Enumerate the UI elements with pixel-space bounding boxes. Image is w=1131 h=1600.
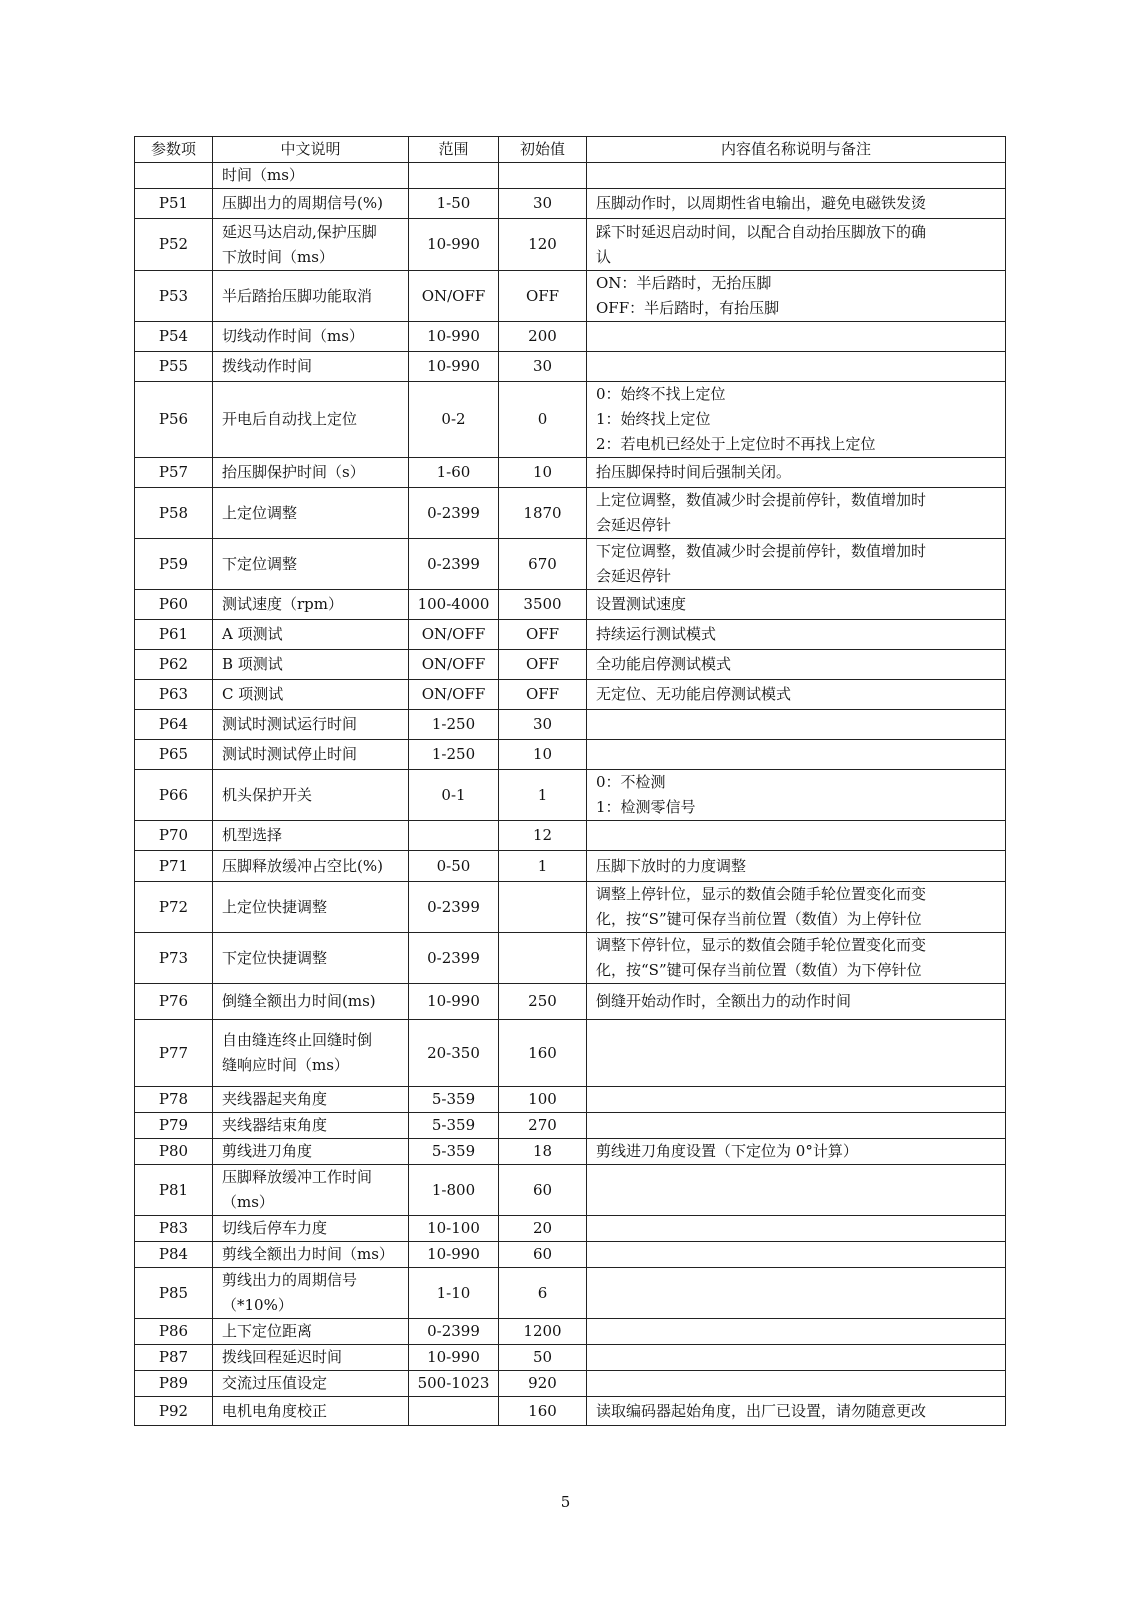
notes-cell <box>587 488 1006 539</box>
description-cell <box>213 1113 409 1139</box>
range-cell: 10-990 <box>409 1345 499 1371</box>
table-row <box>135 1139 1006 1165</box>
table-row <box>135 851 1006 882</box>
param-code-cell: P85 <box>135 1268 213 1319</box>
description-line: 剪线全额出力时间（ms） <box>222 1245 394 1263</box>
range-cell: 0-2399 <box>409 882 499 933</box>
table-body <box>135 163 1006 1426</box>
note-line: 无定位、无功能启停测试模式 <box>596 685 792 703</box>
param-code-cell: P51 <box>135 189 213 219</box>
note-line: 剪线进刀角度设置（下定位为 0°计算） <box>596 1142 858 1160</box>
note-line: 压脚下放时的力度调整 <box>596 856 747 875</box>
description-cell <box>213 1397 409 1426</box>
table-row <box>135 1216 1006 1242</box>
param-code-cell: P55 <box>135 352 213 382</box>
note-line: 倒缝开始动作时，全额出力的动作时间 <box>596 992 852 1010</box>
param-code-cell: P54 <box>135 322 213 352</box>
range-cell: 1-50 <box>409 189 499 219</box>
notes-cell <box>587 1242 1006 1268</box>
range-cell: 10-990 <box>409 322 499 352</box>
description-cell <box>213 163 409 189</box>
param-code-cell: P60 <box>135 590 213 620</box>
notes-cell <box>587 1319 1006 1345</box>
description-line: 机型选择 <box>222 826 283 844</box>
initial-value-cell: 10 <box>499 740 587 770</box>
initial-value-cell: 6 <box>499 1268 587 1319</box>
table-row <box>135 163 1006 189</box>
note-line: 下定位调整，数值减少时会提前停针，数值增加时 <box>596 542 927 560</box>
param-code-cell: P81 <box>135 1165 213 1216</box>
range-cell: 10-990 <box>409 352 499 382</box>
description-line: 压脚释放缓冲工作时间 <box>222 1168 373 1186</box>
range-cell: ON/OFF <box>409 271 499 322</box>
table-row <box>135 770 1006 821</box>
initial-value-cell: OFF <box>499 650 587 680</box>
notes-cell <box>587 382 1006 458</box>
table-row <box>135 882 1006 933</box>
range-cell: 10-990 <box>409 984 499 1020</box>
initial-value-cell: 18 <box>499 1139 587 1165</box>
table-row <box>135 458 1006 488</box>
notes-cell <box>587 1020 1006 1087</box>
description-cell <box>213 1139 409 1165</box>
range-cell: 0-1 <box>409 770 499 821</box>
initial-value-cell: OFF <box>499 271 587 322</box>
table-row <box>135 382 1006 458</box>
initial-value-cell: 120 <box>499 219 587 271</box>
param-code-cell: P63 <box>135 680 213 710</box>
range-cell: ON/OFF <box>409 620 499 650</box>
description-cell <box>213 933 409 984</box>
initial-value-cell: 1 <box>499 851 587 882</box>
description-line: 缝响应时间（ms） <box>222 1056 349 1074</box>
description-line: 拨线动作时间 <box>222 357 313 375</box>
initial-value-cell: 60 <box>499 1242 587 1268</box>
notes-cell <box>587 1113 1006 1139</box>
notes-cell <box>587 1165 1006 1216</box>
description-line: （*10%） <box>222 1296 293 1314</box>
range-cell: ON/OFF <box>409 650 499 680</box>
initial-value-cell: 270 <box>499 1113 587 1139</box>
notes-cell <box>587 620 1006 650</box>
initial-value-cell: OFF <box>499 620 587 650</box>
description-cell <box>213 1319 409 1345</box>
range-cell: 5-359 <box>409 1139 499 1165</box>
table-row <box>135 1020 1006 1087</box>
range-cell: 10-990 <box>409 1242 499 1268</box>
page-number: 5 <box>560 1493 571 1511</box>
notes-cell <box>587 1139 1006 1165</box>
note-line: 抬压脚保持时间后强制关闭。 <box>596 463 792 481</box>
notes-cell <box>587 352 1006 382</box>
notes-cell <box>587 740 1006 770</box>
range-cell: 0-2399 <box>409 539 499 590</box>
initial-value-cell: 160 <box>499 1397 587 1426</box>
description-cell <box>213 1268 409 1319</box>
param-code-cell: P61 <box>135 620 213 650</box>
note-line: 压脚动作时，以周期性省电输出，避免电磁铁发烫 <box>596 194 927 212</box>
note-line: 持续运行测试模式 <box>596 625 717 643</box>
param-code-cell: P89 <box>135 1371 213 1397</box>
notes-cell <box>587 458 1006 488</box>
description-cell <box>213 851 409 882</box>
param-code-cell: P73 <box>135 933 213 984</box>
notes-cell <box>587 322 1006 352</box>
initial-value-cell: 30 <box>499 189 587 219</box>
table-row <box>135 219 1006 271</box>
param-code-cell: P53 <box>135 271 213 322</box>
notes-cell <box>587 1371 1006 1397</box>
description-line: 交流过压值设定 <box>222 1374 328 1392</box>
initial-value-cell: OFF <box>499 680 587 710</box>
notes-cell <box>587 984 1006 1020</box>
range-cell: 0-50 <box>409 851 499 882</box>
initial-value-cell: 3500 <box>499 590 587 620</box>
note-line: OFF：半后踏时，有抬压脚 <box>596 299 780 317</box>
param-code-cell: P52 <box>135 219 213 271</box>
range-cell <box>409 163 499 189</box>
note-line: 全功能启停测试模式 <box>596 655 732 673</box>
range-cell: 0-2399 <box>409 933 499 984</box>
header-initial-value: 初始值 <box>499 137 587 163</box>
initial-value-cell: 30 <box>499 710 587 740</box>
description-cell <box>213 458 409 488</box>
note-line: 调整下停针位，显示的数值会随手轮位置变化而变 <box>596 936 927 954</box>
description-line: 上定位快捷调整 <box>222 897 328 916</box>
description-cell <box>213 382 409 458</box>
description-line: 上下定位距离 <box>222 1322 313 1340</box>
description-line: 夹线器起夹角度 <box>222 1090 328 1108</box>
description-line: 开电后自动找上定位 <box>222 410 358 428</box>
description-cell <box>213 1345 409 1371</box>
table-header-row <box>135 137 1006 163</box>
notes-cell <box>587 933 1006 984</box>
param-code-cell: P65 <box>135 740 213 770</box>
description-line: 切线动作时间（ms） <box>222 327 364 345</box>
range-cell: 20-350 <box>409 1020 499 1087</box>
description-line: A 项测试 <box>222 625 283 643</box>
notes-cell <box>587 1087 1006 1113</box>
table-row <box>135 984 1006 1020</box>
range-cell <box>409 821 499 851</box>
param-code-cell: P70 <box>135 821 213 851</box>
note-line: 设置测试速度 <box>596 595 687 613</box>
description-line: 测试时测试运行时间 <box>222 715 358 733</box>
description-cell <box>213 539 409 590</box>
param-code-cell: P64 <box>135 710 213 740</box>
description-line: 压脚释放缓冲占空比(%) <box>222 856 383 875</box>
initial-value-cell: 1870 <box>499 488 587 539</box>
initial-value-cell: 30 <box>499 352 587 382</box>
description-cell <box>213 488 409 539</box>
table-row <box>135 590 1006 620</box>
param-code-cell: P84 <box>135 1242 213 1268</box>
param-code-cell: P58 <box>135 488 213 539</box>
table-row <box>135 322 1006 352</box>
description-cell <box>213 620 409 650</box>
description-cell <box>213 1087 409 1113</box>
notes-cell <box>587 710 1006 740</box>
description-cell <box>213 322 409 352</box>
param-code-cell: P56 <box>135 382 213 458</box>
param-code-cell: P86 <box>135 1319 213 1345</box>
param-code-cell: P79 <box>135 1113 213 1139</box>
range-cell: ON/OFF <box>409 680 499 710</box>
param-code-cell: P62 <box>135 650 213 680</box>
range-cell: 0-2399 <box>409 488 499 539</box>
notes-cell <box>587 851 1006 882</box>
param-code-cell <box>135 163 213 189</box>
note-line: 1：始终找上定位 <box>596 410 711 428</box>
description-line: 下定位快捷调整 <box>222 948 328 967</box>
description-cell <box>213 740 409 770</box>
description-line: C 项测试 <box>222 685 284 703</box>
initial-value-cell: 200 <box>499 322 587 352</box>
table-row <box>135 1319 1006 1345</box>
description-cell <box>213 680 409 710</box>
description-cell <box>213 770 409 821</box>
description-cell <box>213 189 409 219</box>
table-row <box>135 1397 1006 1426</box>
initial-value-cell: 920 <box>499 1371 587 1397</box>
range-cell: 1-250 <box>409 740 499 770</box>
description-cell <box>213 1216 409 1242</box>
header-param-code: 参数项 <box>135 137 213 163</box>
note-line: 0：不检测 <box>596 773 666 791</box>
description-line: 压脚出力的周期信号(%) <box>222 194 383 212</box>
notes-cell <box>587 882 1006 933</box>
table-row <box>135 488 1006 539</box>
description-cell <box>213 984 409 1020</box>
note-line: 1：检测零信号 <box>596 798 696 816</box>
initial-value-cell: 1 <box>499 770 587 821</box>
param-code-cell: P71 <box>135 851 213 882</box>
initial-value-cell <box>499 933 587 984</box>
notes-cell <box>587 1397 1006 1426</box>
table-row <box>135 1371 1006 1397</box>
param-code-cell: P76 <box>135 984 213 1020</box>
range-cell: 5-359 <box>409 1087 499 1113</box>
table-row <box>135 271 1006 322</box>
table-row <box>135 1165 1006 1216</box>
param-code-cell: P66 <box>135 770 213 821</box>
notes-cell <box>587 1216 1006 1242</box>
table-row <box>135 1087 1006 1113</box>
range-cell: 1-250 <box>409 710 499 740</box>
note-line: 化，按“S”键可保存当前位置（数值）为上停针位 <box>596 910 922 928</box>
notes-cell <box>587 189 1006 219</box>
header-range: 范围 <box>409 137 499 163</box>
note-line: 上定位调整，数值减少时会提前停针，数值增加时 <box>596 491 927 509</box>
table-row <box>135 352 1006 382</box>
notes-cell <box>587 770 1006 821</box>
initial-value-cell: 20 <box>499 1216 587 1242</box>
description-line: 测试速度（rpm） <box>222 595 343 613</box>
table-row <box>135 189 1006 219</box>
description-line: B 项测试 <box>222 655 283 673</box>
range-cell: 1-10 <box>409 1268 499 1319</box>
param-code-cell: P57 <box>135 458 213 488</box>
description-line: 测试时测试停止时间 <box>222 745 358 763</box>
table-row <box>135 620 1006 650</box>
description-cell <box>213 1165 409 1216</box>
note-line: 认 <box>596 247 612 266</box>
range-cell: 5-359 <box>409 1113 499 1139</box>
note-line: 读取编码器起始角度，出厂已设置，请勿随意更改 <box>596 1401 927 1420</box>
note-line: ON：半后踏时，无抬压脚 <box>596 274 772 292</box>
description-line: 拨线回程延迟时间 <box>222 1348 343 1366</box>
range-cell: 1-800 <box>409 1165 499 1216</box>
param-code-cell: P77 <box>135 1020 213 1087</box>
description-cell <box>213 821 409 851</box>
range-cell: 1-60 <box>409 458 499 488</box>
note-line: 会延迟停针 <box>596 516 672 534</box>
description-cell <box>213 219 409 271</box>
notes-cell <box>587 680 1006 710</box>
parameter-table <box>134 136 1006 1426</box>
initial-value-cell: 250 <box>499 984 587 1020</box>
param-code-cell: P87 <box>135 1345 213 1371</box>
notes-cell <box>587 539 1006 590</box>
description-cell <box>213 1242 409 1268</box>
notes-cell <box>587 219 1006 271</box>
description-line: 时间（ms） <box>222 166 304 184</box>
initial-value-cell: 100 <box>499 1087 587 1113</box>
description-line: 自由缝连终止回缝时倒 <box>222 1031 373 1049</box>
description-cell <box>213 650 409 680</box>
table-row <box>135 1268 1006 1319</box>
table-row <box>135 933 1006 984</box>
description-line: 电机电角度校正 <box>222 1401 328 1420</box>
initial-value-cell: 0 <box>499 382 587 458</box>
param-code-cell: P78 <box>135 1087 213 1113</box>
description-line: 半后踏抬压脚功能取消 <box>222 286 373 305</box>
description-line: （ms） <box>222 1193 274 1211</box>
description-cell <box>213 271 409 322</box>
description-line: 夹线器结束角度 <box>222 1116 328 1134</box>
range-cell: 10-100 <box>409 1216 499 1242</box>
initial-value-cell: 160 <box>499 1020 587 1087</box>
table-row <box>135 740 1006 770</box>
description-line: 剪线进刀角度 <box>222 1142 313 1160</box>
param-code-cell: P72 <box>135 882 213 933</box>
description-line: 剪线出力的周期信号 <box>222 1271 358 1289</box>
param-code-cell: P92 <box>135 1397 213 1426</box>
note-line: 会延迟停针 <box>596 567 672 585</box>
initial-value-cell: 50 <box>499 1345 587 1371</box>
param-code-cell: P83 <box>135 1216 213 1242</box>
initial-value-cell: 670 <box>499 539 587 590</box>
description-line: 延迟马达启动,保护压脚 <box>222 222 377 241</box>
param-code-cell: P80 <box>135 1139 213 1165</box>
table-row <box>135 1113 1006 1139</box>
note-line: 0：始终不找上定位 <box>596 385 726 403</box>
description-line: 抬压脚保护时间（s） <box>222 463 365 481</box>
description-line: 机头保护开关 <box>222 785 313 804</box>
initial-value-cell: 10 <box>499 458 587 488</box>
notes-cell <box>587 590 1006 620</box>
table-row <box>135 650 1006 680</box>
notes-cell <box>587 271 1006 322</box>
description-line: 切线后停车力度 <box>222 1219 328 1237</box>
description-line: 上定位调整 <box>222 503 298 522</box>
initial-value-cell: 12 <box>499 821 587 851</box>
note-line: 2：若电机已经处于上定位时不再找上定位 <box>596 435 876 453</box>
initial-value-cell <box>499 163 587 189</box>
table-row <box>135 539 1006 590</box>
table-row <box>135 1345 1006 1371</box>
note-line: 调整上停针位，显示的数值会随手轮位置变化而变 <box>596 885 927 903</box>
notes-cell <box>587 163 1006 189</box>
range-cell: 0-2399 <box>409 1319 499 1345</box>
header-description: 中文说明 <box>213 137 409 163</box>
notes-cell <box>587 1345 1006 1371</box>
header-notes: 内容值名称说明与备注 <box>587 137 1006 163</box>
range-cell: 500-1023 <box>409 1371 499 1397</box>
description-line: 倒缝全额出力时间(ms) <box>222 992 376 1010</box>
notes-cell <box>587 1268 1006 1319</box>
description-cell <box>213 352 409 382</box>
description-cell <box>213 710 409 740</box>
initial-value-cell: 60 <box>499 1165 587 1216</box>
table-row <box>135 821 1006 851</box>
range-cell: 0-2 <box>409 382 499 458</box>
description-cell <box>213 882 409 933</box>
range-cell: 100-4000 <box>409 590 499 620</box>
description-cell <box>213 1371 409 1397</box>
note-line: 踩下时延迟启动时间，以配合自动抬压脚放下的确 <box>596 222 927 241</box>
initial-value-cell <box>499 882 587 933</box>
description-cell <box>213 1020 409 1087</box>
table-row <box>135 710 1006 740</box>
note-line: 化，按“S”键可保存当前位置（数值）为下停针位 <box>596 961 922 979</box>
range-cell <box>409 1397 499 1426</box>
initial-value-cell: 1200 <box>499 1319 587 1345</box>
description-line: 下放时间（ms） <box>222 247 334 266</box>
description-cell <box>213 590 409 620</box>
param-code-cell: P59 <box>135 539 213 590</box>
notes-cell <box>587 821 1006 851</box>
table-row <box>135 680 1006 710</box>
table-row <box>135 1242 1006 1268</box>
range-cell: 10-990 <box>409 219 499 271</box>
description-line: 下定位调整 <box>222 554 298 573</box>
notes-cell <box>587 650 1006 680</box>
